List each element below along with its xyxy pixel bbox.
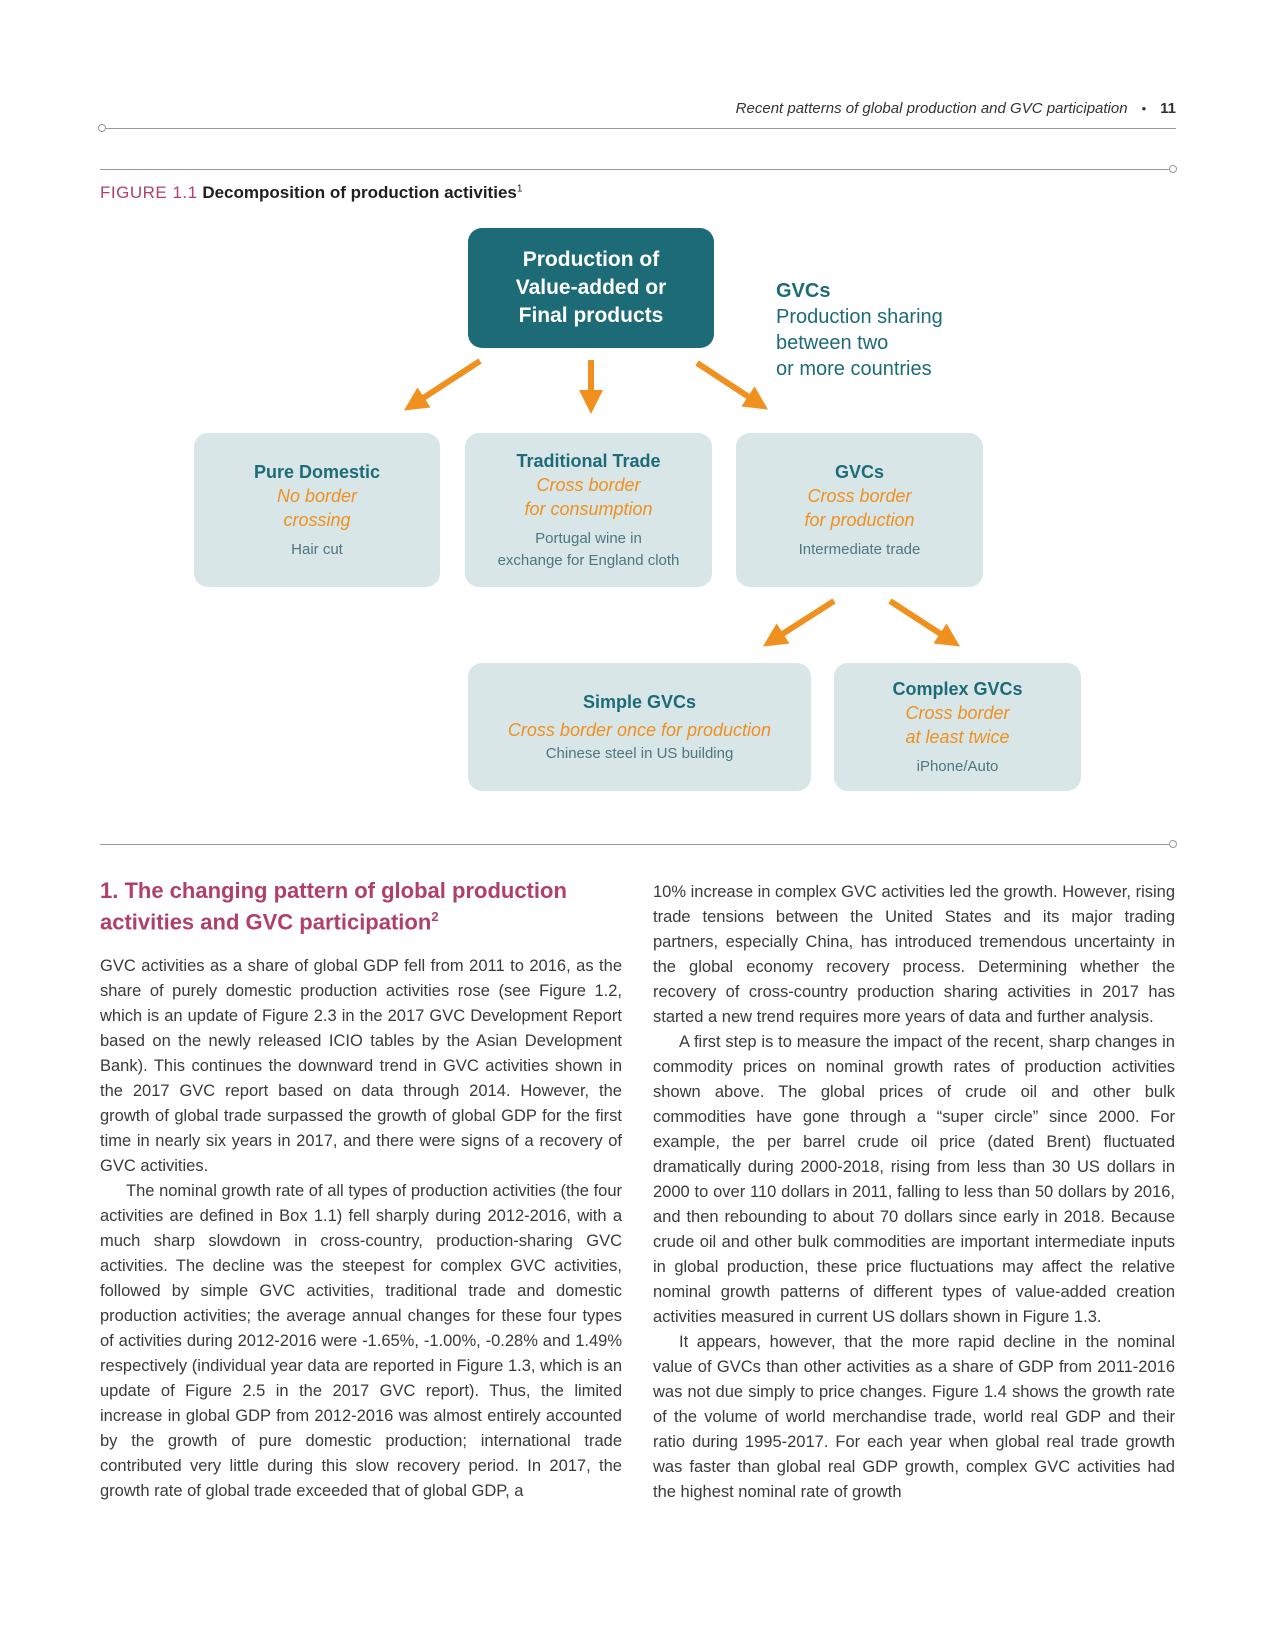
- production-box: [468, 228, 714, 348]
- header-bullet: •: [1141, 101, 1147, 116]
- node-subtitle: for consumption: [524, 499, 653, 519]
- traditional-trade-box: [465, 433, 712, 587]
- body-column-right: [653, 880, 1175, 1505]
- node-subtitle: Cross border once for production: [507, 720, 772, 740]
- figure-bottom-rule: [100, 844, 1169, 845]
- complex-gvcs-box: [834, 663, 1081, 791]
- section-heading-line: 1. The changing pattern of global production: [100, 878, 567, 903]
- page-number: 11: [1160, 100, 1176, 117]
- running-title: Recent patterns of global production and GVC participation: [735, 100, 1128, 117]
- production-box-line: Value-added or: [515, 276, 667, 299]
- node-subtitle: crossing: [283, 510, 351, 530]
- figure-label: FIGURE 1.1: [100, 183, 198, 202]
- node-subtitle: Cross border: [905, 703, 1010, 723]
- node-title: Pure Domestic: [253, 462, 381, 482]
- simple-gvcs-box: [468, 663, 811, 791]
- pure-domestic-box: [194, 433, 440, 587]
- arrow-to-simple-gvcs: [773, 601, 834, 640]
- node-example: Chinese steel in US building: [545, 745, 734, 762]
- node-example: Hair cut: [291, 541, 343, 558]
- body-paragraph: The nominal growth rate of all types of production activities (the four activities are defined in Box 1.1) fell sharply during 2012-2016, with a much sharp slowdown in cross-country, production-sharing GVC activities. The decline was the steepest for complex GVC activities, followed by simple GVC activities, traditional trade and domestic production activities; the average annual changes for these four types of activities during 2012-2016 were -1.65%, -1.00%, -0.28% and 1.49% respectively (individual year data are reported in Figure 1.3, which is an update of Figure 2.5 in the 2017 GVC report). Thus, the limited increase in global GDP from 2012-2016 was almost entirely accounted by the growth of pure domestic production; international trade contributed very little during this slow recovery period. In 2017, the growth rate of global trade exceeded that of global GDP, a: [100, 1182, 622, 1500]
- arrow-to-pure-domestic: [414, 361, 480, 404]
- node-subtitle: No border: [276, 486, 358, 506]
- node-subtitle: Cross border: [536, 475, 641, 495]
- figure-title: Decomposition of production activities: [202, 183, 517, 202]
- gvc-note-line: or more countries: [776, 358, 932, 380]
- production-box-line: Final products: [518, 304, 664, 327]
- node-example: Portugal wine in: [535, 530, 642, 547]
- figure-footnote-mark: 1: [516, 183, 523, 195]
- gvc-note-title: GVCs: [776, 280, 831, 302]
- body-column-left: [100, 954, 622, 1504]
- figure-bottom-rule-dot: [1169, 840, 1177, 848]
- gvc-note-line: Production sharing: [776, 306, 943, 328]
- arrow-to-gvcs: [697, 363, 758, 403]
- body-paragraph: It appears, however, that the more rapid decline in the nominal value of GVCs than other activities as a share of GDP from 2011-2016 was not due simply to price changes. Figure 1.4 shows the growth rate of the volume of world merchandise trade, world real GDP and their ratio during 1995-2017. For each year when global real trade growth was faster than global real GDP growth, complex GVC activities had the highest nominal rate of growth: [653, 1333, 1175, 1501]
- node-example: iPhone/Auto: [916, 758, 999, 775]
- node-example: exchange for England cloth: [497, 552, 680, 569]
- node-title: Complex GVCs: [892, 679, 1023, 699]
- production-box-line: Production of: [522, 248, 660, 271]
- node-title: Traditional Trade: [516, 451, 661, 471]
- section-heading: [100, 878, 620, 935]
- gvc-note-line: between two: [776, 332, 889, 354]
- arrow-to-complex-gvcs: [890, 601, 950, 640]
- gvc-definition-note: [776, 278, 943, 382]
- body-paragraph: 10% increase in complex GVC activities led the growth. However, rising trade tensions between the United States and its major trading partners, especially China, has introduced tremendous uncertainty in the global economy recovery process. Determining whether the recovery of cross-country production sharing activities in 2017 has started a new trend requires more years of data and further analysis.: [653, 883, 1175, 1026]
- body-paragraph: A first step is to measure the impact of the recent, sharp changes in commodity prices on nominal growth rates of production activities shown above. The global prices of crude oil and other bulk commodities have gone through a “super circle” since 2000. For example, the per barrel crude oil price (dated Brent) fluctuated dramatically during 2000-2018, rising from less than 30 US dollars in 2000 to over 110 dollars in 2011, falling to less than 50 dollars by 2016, and then rebounding to about 70 dollars since early in 2018. Because crude oil and other bulk commodities are important intermediate inputs in global production, these price fluctuations may affect the relative nominal growth patterns of different types of value-added creation activities measured in current US dollars shown in Figure 1.3.: [653, 1033, 1175, 1326]
- gvcs-box: [736, 433, 983, 587]
- section-footnote-mark: 2: [431, 909, 439, 924]
- node-subtitle: at least twice: [905, 727, 1010, 747]
- node-title: GVCs: [834, 462, 885, 482]
- node-subtitle: Cross border: [807, 486, 912, 506]
- section-heading-line: activities and GVC participation: [100, 909, 432, 935]
- body-paragraph: GVC activities as a share of global GDP fell from 2011 to 2016, as the share of purely domestic production activities rose (see Figure 1.2, which is an update of Figure 2.3 in the 2017 GVC Development Report based on the newly released ICIO tables by the Asian Development Bank). This continues the downward trend in GVC activities shown in the 2017 GVC report based on data through 2014. However, the growth of global trade surpassed the growth of global GDP for the first time in nearly six years in 2017, and there were signs of a recovery of GVC activities.: [100, 957, 622, 1175]
- node-example: Intermediate trade: [798, 541, 921, 558]
- node-title: Simple GVCs: [582, 692, 697, 712]
- node-subtitle: for production: [804, 510, 915, 530]
